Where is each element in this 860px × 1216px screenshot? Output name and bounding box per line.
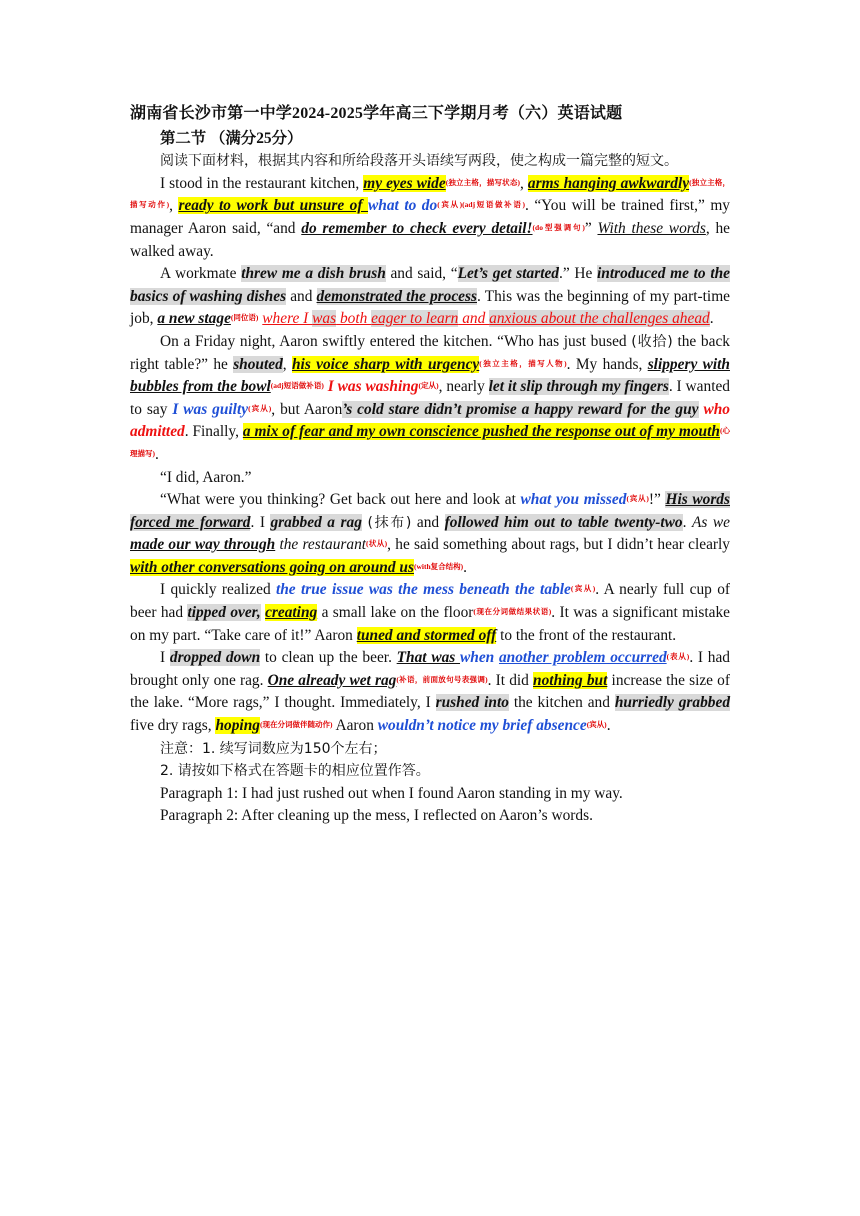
highlight-phrase: grabbed a rag (270, 513, 362, 531)
grammar-note: (定从) (418, 381, 439, 391)
grammar-note: (补语，前面放句号表强调) (396, 674, 488, 684)
highlight-phrase: with other conversations going on around us (130, 558, 414, 576)
highlight-phrase: nothing but (533, 671, 608, 689)
emphasis-phrase: slippery with bubbles from the bowl (130, 355, 730, 396)
clause-phrase: who admitted (130, 400, 730, 441)
clause-phrase: I was washing (327, 378, 419, 396)
grammar-note: (独立主格，描写动作) (130, 177, 730, 210)
highlight-phrase: Let’s get started (457, 265, 559, 283)
text: On a Friday night, Aaron swiftly entered the kitchen. “Who has just bused (160, 332, 632, 350)
text: A workmate (160, 265, 242, 283)
text: the back right table?” he (130, 332, 730, 373)
text: . Finally, (184, 423, 243, 441)
text: , but Aaron (271, 400, 343, 418)
emphasis-phrase: do remember to check every detail! (301, 219, 533, 237)
clause-phrase: was (312, 310, 337, 328)
clause-phrase: what you missed (520, 491, 627, 509)
emphasis-phrase: a new stage (157, 310, 231, 328)
grammar-note: (with复合结构) (413, 561, 464, 571)
text: the kitchen and (508, 694, 615, 712)
document-title: 湖南省长沙市第一中学2024-2025学年高三下学期月考（六）英语试题 (130, 105, 623, 122)
text: ” (584, 219, 598, 237)
clause-phrase: As we (691, 513, 730, 531)
text: Aaron (332, 717, 378, 735)
clause-phrase: anxious about the challenges ahead (489, 310, 710, 328)
story-paragraph-1 (130, 173, 730, 263)
text: , (282, 355, 292, 373)
text: , he said something about rags, but I didn’t hear clearly (387, 536, 730, 554)
gloss: (抹布) (367, 514, 412, 531)
text: and (411, 513, 445, 531)
highlight-phrase: let it slip through my fingers (488, 378, 669, 396)
text: . It did (487, 671, 534, 689)
story-paragraph-5 (130, 489, 730, 579)
highlight-phrase: followed him out to table twenty-two (444, 513, 683, 531)
paragraph-2-prompt: Paragraph 2: After cleaning up the mess, I reflected on Aaron’s words. (160, 807, 593, 825)
grammar-note: (独立主格，描写人物) (479, 358, 567, 368)
task-instruction (130, 150, 730, 173)
grammar-note: (心理描写) (130, 426, 730, 458)
highlight-phrase: ’s cold stare didn’t promise a happy reward for the guy (342, 400, 699, 418)
text: . I had brought only one rag. (130, 649, 730, 689)
grammar-note: (独立主格，描写状态) (445, 177, 521, 187)
note-text: 注意：1. 续写词数应为150个左右； (160, 740, 387, 757)
grammar-note: (宾从) (248, 403, 272, 413)
clause-phrase: another problem occurred (498, 649, 667, 667)
text: I quickly realized (160, 581, 276, 599)
text: . My hands, (566, 355, 648, 373)
highlight-phrase: His words forced me forward (130, 491, 730, 531)
text: , (520, 174, 528, 192)
note-text: 2. 请按如下格式在答题卡的相应位置作答。 (160, 763, 430, 780)
text: increase the size of the lake. “More rags,” I thought. Immediately, I (130, 671, 730, 712)
grammar-note: (宾从) (586, 720, 607, 730)
clause-phrase: the true issue was the mess beneath the table (275, 581, 571, 599)
text: . (682, 513, 692, 531)
grammar-note: (do型强调句) (532, 222, 585, 232)
clause-phrase: wouldn’t notice my brief absence (377, 717, 587, 735)
emphasis-phrase: With these words (597, 219, 706, 237)
instruction-text: 阅读下面材料，根据其内容和所给段落开头语续写两段，使之构成一篇完整的短文。 (160, 153, 678, 170)
section-heading: 第二节 （满分25分） (160, 129, 303, 147)
text: to clean up the beer. (260, 649, 397, 667)
text: I (160, 649, 170, 667)
grammar-note: (表从) (666, 652, 690, 662)
text: and said, “ (385, 265, 458, 283)
emphasis-phrase: That was (396, 649, 461, 667)
note-format (130, 760, 730, 783)
highlight-phrase: my eyes wide (363, 174, 446, 192)
text: !” (648, 491, 666, 509)
gloss: (收拾) (631, 333, 673, 350)
text: . I (250, 513, 271, 531)
grammar-note: (现在分词做结果状语) (473, 607, 552, 617)
highlight-phrase: ready to work but unsure of (178, 197, 369, 215)
text: I stood in the restaurant kitchen, (160, 174, 364, 192)
note-word-count (130, 738, 730, 761)
grammar-note: (宾从) (626, 494, 649, 504)
clause-phrase: when (460, 649, 495, 667)
story-paragraph-2 (130, 263, 730, 331)
clause-phrase: what to do (368, 197, 438, 215)
highlight-phrase: arms hanging awkwardly (527, 174, 690, 192)
highlight-phrase: tipped over, (187, 604, 261, 622)
clause-phrase: the restaurant (275, 536, 367, 554)
text: five dry rags, (130, 717, 216, 735)
text: , (169, 197, 179, 215)
text: . It was a significant mistake on my part. “Take care of it!” Aaron (130, 604, 731, 644)
text: . A nearly full cup of beer had (130, 581, 731, 622)
highlight-phrase: a mix of fear and my own conscience pushed the response out of my mouth (242, 423, 720, 441)
story-paragraph-6 (130, 579, 730, 647)
text: and (286, 287, 317, 305)
highlight-phrase: demonstrated the process (316, 287, 477, 305)
text: . (606, 717, 611, 735)
highlight-phrase: threw me a dish brush (241, 265, 386, 283)
grammar-note: (同位语) (230, 313, 259, 323)
text: . This was the beginning of my part-time job, (130, 287, 730, 328)
grammar-note: (状从) (366, 539, 388, 549)
highlight-phrase: hurriedly grabbed (614, 694, 731, 712)
emphasis-phrase: made our way through (130, 536, 276, 554)
document-page (130, 103, 730, 828)
text: “What were you thinking? Get back out here and look at (160, 491, 521, 509)
paragraph-1-prompt: Paragraph 1: I had just rushed out when I found Aaron standing in my way. (160, 784, 623, 802)
grammar-note: (宾从)(adj短语做补语) (437, 200, 525, 210)
emphasis-phrase: One already wet rag (267, 671, 397, 689)
highlight-phrase: rushed into (435, 694, 509, 712)
text: . (463, 558, 467, 576)
grammar-note: (现在分词做伴随动作) (259, 720, 333, 730)
text: . (155, 445, 159, 463)
text: .” He (559, 265, 598, 283)
clause-phrase: where I (262, 310, 313, 328)
highlight-phrase: hoping (215, 717, 260, 735)
story-paragraph-4: “I did, Aaron.” (160, 468, 252, 486)
highlight-phrase: his voice sharp with urgency (291, 355, 480, 373)
highlight-phrase: creating (265, 604, 318, 622)
highlight-phrase: introduced me to the basics of washing dishes (130, 265, 730, 305)
highlight-phrase: tuned and stormed off (356, 626, 497, 644)
clause-phrase: eager to learn (371, 310, 459, 328)
text: a small lake on the floor (317, 604, 474, 622)
text: . I wanted to say (130, 378, 730, 418)
clause-phrase: and (458, 310, 490, 328)
highlight-phrase: dropped down (169, 649, 261, 667)
text: , nearly (438, 378, 489, 396)
grammar-note: (adj短语做补语) (270, 381, 324, 391)
clause-phrase: I was guilty (172, 400, 249, 418)
text: . (709, 310, 714, 328)
clause-phrase: both (336, 310, 372, 328)
story-paragraph-7 (130, 647, 730, 737)
grammar-note: (宾从) (570, 584, 596, 594)
story-paragraph-3 (130, 331, 730, 467)
highlight-phrase: shouted (233, 355, 283, 373)
text: to the front of the restaurant. (496, 626, 677, 644)
text: , he walked away. (130, 219, 730, 260)
text: . “You will be trained first,” my manager Aaron said, “and (130, 197, 730, 237)
